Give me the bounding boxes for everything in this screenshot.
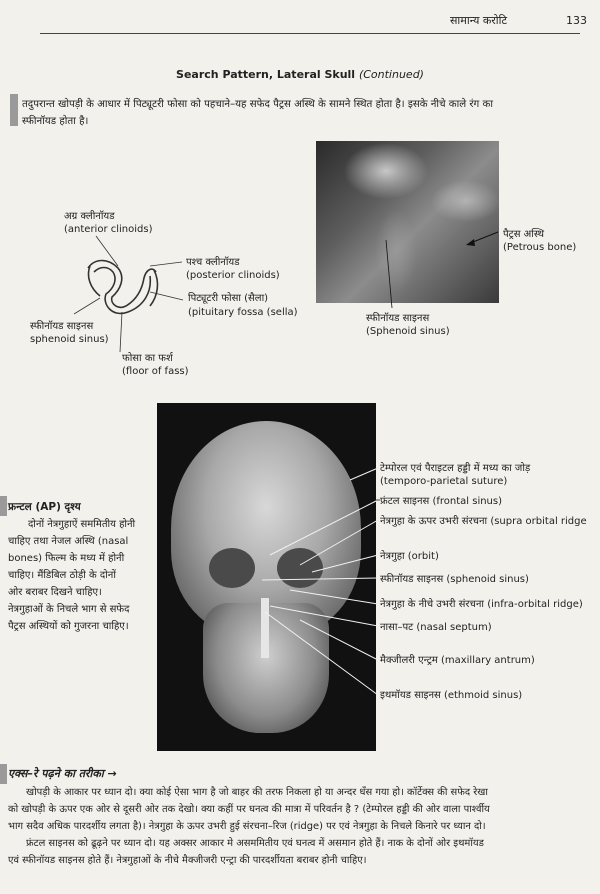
reading-line-2: को खोपड़ी के ऊपर एक ओर से दूसरी ओर तक देखो। क्या कहीं पर घनत्व की मात्रा में परिवर्तन है ? (टेम्पोरल हड्डी की ओर वाला पार्श्वीय [8, 804, 490, 815]
section-title-main: Search Pattern, Lateral Skull [176, 68, 356, 81]
lateral-sphenoid-label-hi: स्फीनॉयड साइनस [366, 313, 430, 324]
sphenoid-sinus-frontal-label: स्फीनॉयड साइनस (sphenoid sinus) [380, 574, 529, 585]
orbit-label: नेत्रगुहा (orbit) [380, 551, 439, 562]
posterior-clinoids-label-en: (posterior clinoids) [186, 270, 280, 281]
frontal-note-line-4: चाहिए। मैंडिबिल ठोड़ी के दोनों [8, 570, 116, 581]
running-header-title: सामान्य करोटि [450, 14, 508, 27]
frontal-sinus-label: फ्रंटल साइनस (frontal sinus) [380, 496, 503, 507]
lateral-sphenoid-label-en: (Sphenoid sinus) [366, 326, 450, 337]
temporo-parietal-suture-label-en: (temporo-parietal suture) [380, 476, 508, 487]
frontal-note-line-1: दोनों नेत्रगुहाऐं सममितीय होनी [28, 519, 136, 530]
pituitary-fossa-label-en: (pituitary fossa (sella) [188, 307, 298, 318]
intro-line-2: स्फीनॉयड होता है। [22, 116, 89, 127]
supra-orbital-ridge-label: नेत्रगुहा के ऊपर उभरी संरचना (supra orbital ridge [380, 516, 587, 527]
temporo-parietal-suture-label-hi: टेम्पोरल एवं पैराइटल हड्डी में मध्य का जोड़ [380, 463, 531, 474]
frontal-note-line-5: ओर बराबर दिखने चाहिए। [8, 587, 102, 598]
reading-line-5: एवं स्फीनॉयड साइनस होते हैं। नेत्रगुहाओं के नीचे मैक्जीजरी एन्ट्रा की पारदर्शीयता बराबर होनी चाहिए। [8, 855, 367, 866]
infra-orbital-ridge-label: नेत्रगुहा के नीचे उभरी संरचना (infra-orbital ridge) [380, 599, 583, 610]
maxillary-antrum-label: मैक्जीलरी एन्ट्रम (maxillary antrum) [380, 655, 535, 666]
reading-marker [0, 764, 7, 784]
intro-line-1: तदुपरान्त खोपड़ी के आधार में पिट्यूटरी फोसा को पहचाने–यह सफेद पैट्रस अस्थि के सामने स्थित होता है। इसके नीचे काले रंग का [22, 99, 493, 110]
fossa-floor-label-hi: फोसा का फर्श [122, 353, 173, 364]
frontal-note-line-6: नेत्रगुहाओं के निचले भाग से सफेद [8, 604, 130, 615]
frontal-note-line-3: bones) फिल्म के मध्य में होनी [8, 553, 125, 564]
section-title-suffix: (Continued) [358, 68, 424, 81]
reading-line-3: भाग सदैव अधिक पारदर्शीय लगता है)। नेत्रगुहा के ऊपर उभरी हुई संरचना–रिज (ridge) पर एवं नेत्रगुहा के निचले किनारे पर ध्यान दो। [8, 821, 486, 832]
sphenoid-sinus-label-hi: स्फीनॉयड साइनस [30, 321, 94, 332]
pituitary-fossa-label-hi: पिट्यूटरी फोसा (सैला) [188, 293, 269, 304]
petrous-bone-label-hi: पैट्रस अस्थि [503, 229, 544, 240]
frontal-note-line-7: पैट्रस अस्थियों को गुजरना चाहिए। [8, 621, 129, 632]
anterior-clinoids-label-hi: अग्र क्लीनॉयड [64, 211, 115, 222]
frontal-note-title: फ्रन्टल (AP) दृश्य [8, 501, 81, 513]
frontal-note-line-2: चाहिए तथा नेजल अस्थि (nasal [8, 536, 129, 547]
fossa-floor-label-en: (floor of fass) [122, 366, 189, 377]
sphenoid-sinus-label-en: sphenoid sinus) [30, 334, 109, 345]
reading-title: एक्स–रे पढ़ने का तरीका → [8, 767, 117, 780]
anterior-clinoids-label-en: (anterior clinoids) [64, 224, 153, 235]
reading-line-1: खोपड़ी के आकार पर ध्यान दो। क्या कोई ऐसा भाग है जो बाहर की तरफ निकला हो या अन्दर धँस गया हो। कॉर्टेक्स की सफेद रेखा [26, 787, 488, 798]
ethmoid-sinus-label: इथमॉयड साइनस (ethmoid sinus) [380, 690, 523, 701]
petrous-bone-label-en: (Petrous bone) [503, 242, 577, 253]
page-number: 133 [566, 14, 587, 27]
frontal-note-marker [0, 496, 7, 516]
posterior-clinoids-label-hi: पश्च क्लीनॉयड [186, 257, 240, 268]
reading-line-4: फ्रंटल साइनस को ढूढ़ने पर ध्यान दो। यह अक्सर आकार मे असममितीय एवं घनत्व में असमान होते हैं। नाक के दोनों ओर इथमॉयड [26, 838, 484, 849]
nasal-septum-label: नासा–पट (nasal septum) [380, 622, 492, 633]
